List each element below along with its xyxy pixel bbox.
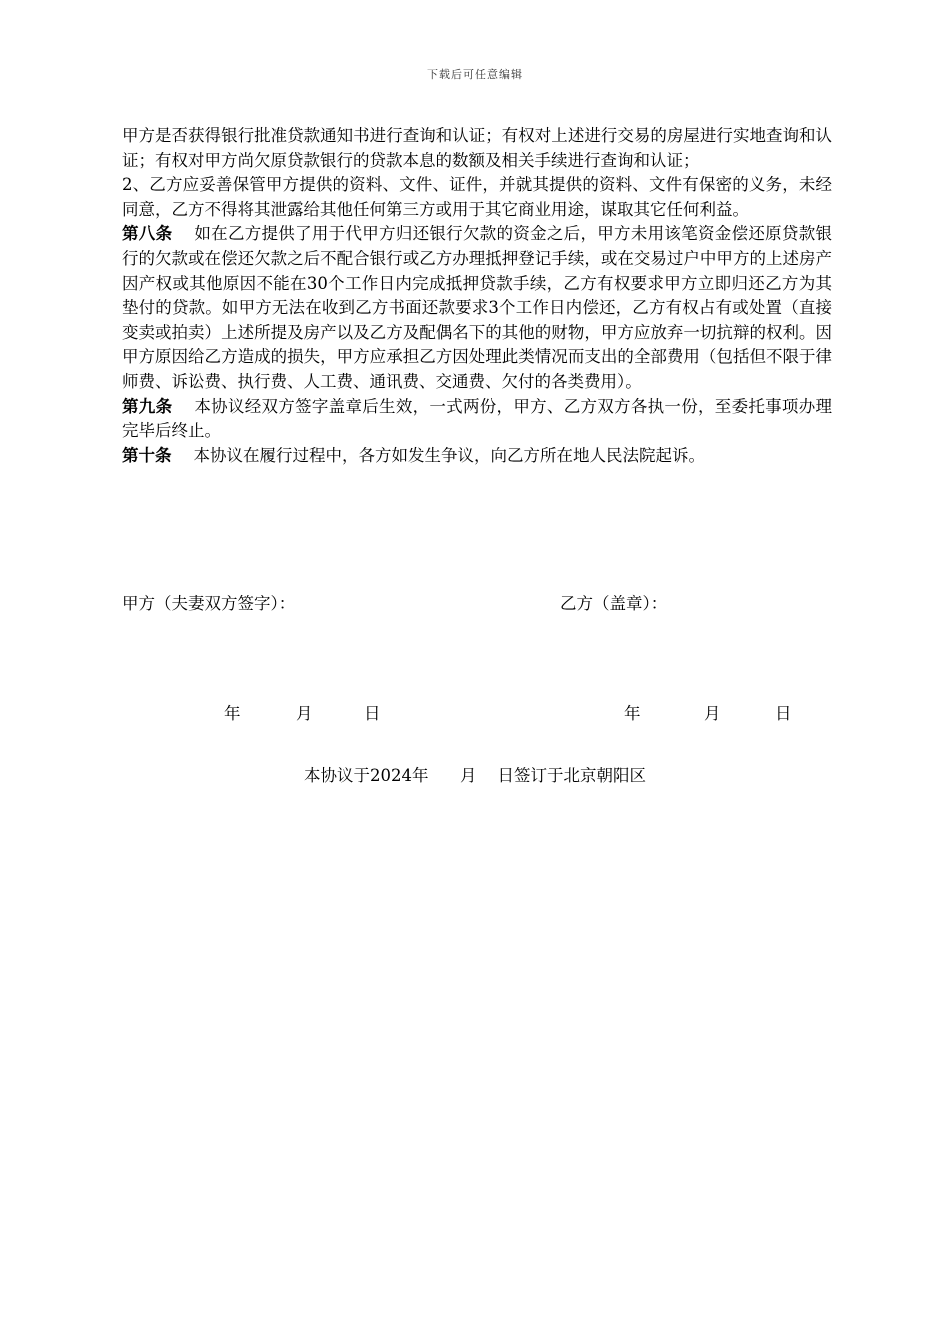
paragraph-confidentiality: 2、乙方应妥善保管甲方提供的资料、文件、证件，并就其提供的资料、文件有保密的义务，未经同意，乙方不得将其泄露给其他任何第三方或用于其它商业用途，谋取其它任何利益。 bbox=[122, 175, 832, 219]
party-a-date-year: 年 bbox=[224, 704, 241, 723]
article-10 bbox=[122, 444, 832, 469]
header-note: 下载后可任意编辑 bbox=[427, 68, 523, 81]
article-8 bbox=[122, 222, 832, 394]
agreement-body bbox=[122, 124, 832, 468]
article-9 bbox=[122, 395, 832, 444]
party-b-date-month: 月 bbox=[704, 704, 721, 723]
paragraph-inspection-rights: 甲方是否获得银行批准贷款通知书进行查询和认证；有权对上述进行交易的房屋进行实地查询和认证；有权对甲方尚欠原贷款银行的贷款本息的数额及相关手续进行查询和认证； bbox=[122, 126, 832, 170]
article-9-label: 第九条 bbox=[122, 396, 173, 416]
party-a-signature-label: 甲方（夫妻双方签字）： bbox=[122, 594, 296, 613]
party-b-date-day: 日 bbox=[775, 704, 792, 723]
party-a-date-month: 月 bbox=[296, 704, 313, 723]
party-b-signature-label: 乙方（盖章）： bbox=[560, 594, 668, 613]
article-9-text: 本协议经双方签字盖章后生效，一式两份，甲方、乙方双方各执一份，至委托事项办理完毕后终止。 bbox=[122, 396, 833, 441]
article-8-text: 如在乙方提供了用于代甲方归还银行欠款的资金之后，甲方未用该笔资金偿还原贷款银行的欠款或在偿还欠款之后不配合银行或乙方办理抵押登记手续，或在交易过户中甲方的上述房产因产权或其他原因不能在30个工作日内完成抵押贷款手续，乙方有权要求甲方立即归还乙方为其垫付的贷款。如甲方无法在收到乙方书面还款要求3个工作日内偿还，乙方有权占有或处置（直接变卖或拍卖）上述所提及房产以及乙方及配偶名下的其他的财物，甲方应放弃一切抗辩的权利。因甲方原因给乙方造成的损失，甲方应承担乙方因处理此类情况而支出的全部费用（包括但不限于律师费、诉讼费、执行费、人工费、通讯费、交通费、欠付的各类费用）。 bbox=[122, 224, 833, 391]
signing-date-location: 本协议于2024年 月 日签订于北京朝阳区 bbox=[304, 766, 646, 785]
article-10-label: 第十条 bbox=[122, 445, 172, 465]
article-8-label: 第八条 bbox=[122, 224, 173, 244]
article-10-text: 本协议在履行过程中，各方如发生争议，向乙方所在地人民法院起诉。 bbox=[193, 445, 705, 465]
party-a-date-day: 日 bbox=[364, 704, 381, 723]
party-b-date-year: 年 bbox=[624, 704, 641, 723]
